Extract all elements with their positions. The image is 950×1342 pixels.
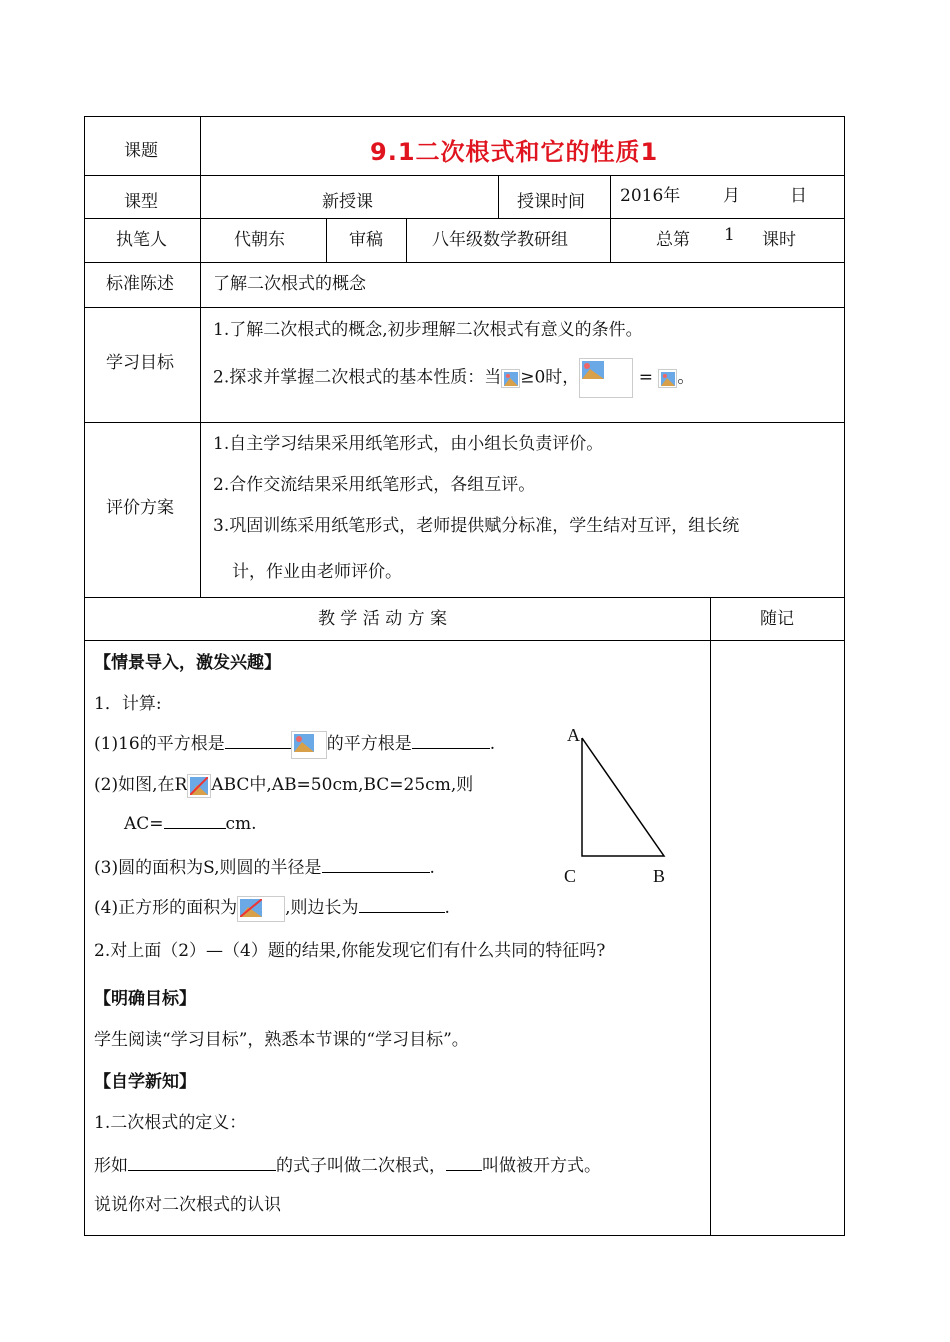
answer-blank [164, 814, 226, 829]
notes-header: 随记 [760, 609, 794, 629]
goal-2-eq: = [638, 367, 653, 388]
label-author: 执笔人 [116, 230, 167, 250]
definition-form [94, 1151, 601, 1176]
review-value: 八年级数学教研组 [432, 230, 568, 250]
goal-1: 1.了解二次根式的概念,初步理解二次根式有意义的条件。 [213, 320, 643, 340]
goal-2-prefix: 2.探求并掌握二次根式的基本性质：当 [213, 367, 502, 388]
total-number: 1 [724, 225, 735, 245]
formula-image-icon [291, 731, 327, 759]
question-1 [94, 729, 495, 759]
goal-2-end: 。 [677, 367, 695, 388]
section-goals: 【明确目标】 [94, 989, 196, 1009]
q1-text-c: . [489, 734, 496, 754]
answer-blank [322, 858, 430, 873]
q4-text-c: . [444, 898, 450, 918]
formula-image-icon [187, 774, 211, 798]
label-lesson-type: 课型 [124, 192, 158, 212]
q2-text-a: (2)如图,在R [94, 775, 188, 795]
formula-image-icon [658, 369, 677, 388]
label-review: 审稿 [349, 230, 383, 250]
lesson-type-value: 新授课 [322, 192, 373, 212]
lesson-month: 月 [723, 186, 740, 206]
definition-heading: 1.二次根式的定义： [94, 1113, 247, 1133]
form-text-c: 叫做被开方式。 [482, 1156, 601, 1176]
eval-3b: 计，作业由老师评价。 [232, 562, 402, 582]
q1-text-a: (1)16的平方根是 [94, 734, 225, 754]
q2-text-b: ABC中,AB=50cm,BC=25cm,则 [211, 775, 474, 795]
form-text-a: 形如 [94, 1156, 128, 1176]
question-4 [94, 893, 450, 922]
section-intro: 【情景导入，激发兴趣】 [94, 653, 281, 673]
q4-text-b: ,则边长为 [285, 898, 359, 918]
formula-image-icon [501, 369, 520, 388]
vertex-c-label: C [564, 866, 577, 886]
goal-2 [213, 358, 694, 398]
read-goals: 学生阅读“学习目标”，熟悉本节课的“学习目标”。 [94, 1030, 469, 1050]
q1-text-b: 的平方根是 [326, 734, 412, 754]
discuss-prompt: 说说你对二次根式的认识 [94, 1195, 281, 1215]
label-evaluation: 评价方案 [106, 498, 174, 518]
eval-3a: 3.巩固训练采用纸笔形式，老师提供赋分标准，学生结对互评，组长统 [213, 516, 740, 536]
question-5: 2.对上面（2）—（4）题的结果,你能发现它们有什么共同的特征吗? [94, 941, 606, 961]
standard-value: 了解二次根式的概念 [213, 274, 366, 294]
q2-text-c: AC= [124, 814, 164, 834]
eval-1: 1.自主学习结果采用纸笔形式，由小组长负责评价。 [213, 434, 604, 454]
lesson-year: 2016年 [620, 186, 681, 206]
eval-2: 2.合作交流结果采用纸笔形式，各组互评。 [213, 475, 536, 495]
answer-blank [225, 734, 291, 749]
label-goals: 学习目标 [106, 353, 174, 373]
vertex-a-label: A [567, 725, 580, 745]
page-title: 9.1二次根式和它的性质1 [370, 138, 659, 166]
label-topic: 课题 [124, 141, 158, 161]
question-2 [94, 770, 473, 798]
total-prefix: 总第 [656, 230, 690, 250]
label-standard: 标准陈述 [106, 274, 174, 294]
q2-text-d: cm. [225, 814, 257, 834]
calc-heading: 1．计算: [94, 694, 162, 714]
lesson-day: 日 [790, 186, 807, 206]
answer-blank [446, 1156, 482, 1171]
label-lesson-time: 授课时间 [517, 192, 585, 212]
answer-blank [128, 1156, 276, 1171]
answer-blank [359, 898, 445, 913]
q4-text-a: (4)正方形的面积为 [94, 898, 238, 918]
q3-text-b: . [429, 858, 435, 878]
goal-2-cond: ≥0时， [520, 367, 580, 388]
author-value: 代朝东 [234, 230, 285, 250]
plan-header: 教 学 活 动 方 案 [318, 609, 448, 629]
total-suffix: 课时 [762, 230, 796, 250]
question-3 [94, 853, 435, 878]
question-2-answer [124, 814, 257, 834]
q3-text-a: (3)圆的面积为S,则圆的半径是 [94, 858, 322, 878]
formula-image-icon [579, 358, 633, 398]
answer-blank [412, 734, 490, 749]
form-text-b: 的式子叫做二次根式， [276, 1156, 446, 1176]
section-self-study: 【自学新知】 [94, 1072, 196, 1092]
formula-image-icon [237, 896, 285, 922]
vertex-b-label: B [653, 866, 666, 886]
